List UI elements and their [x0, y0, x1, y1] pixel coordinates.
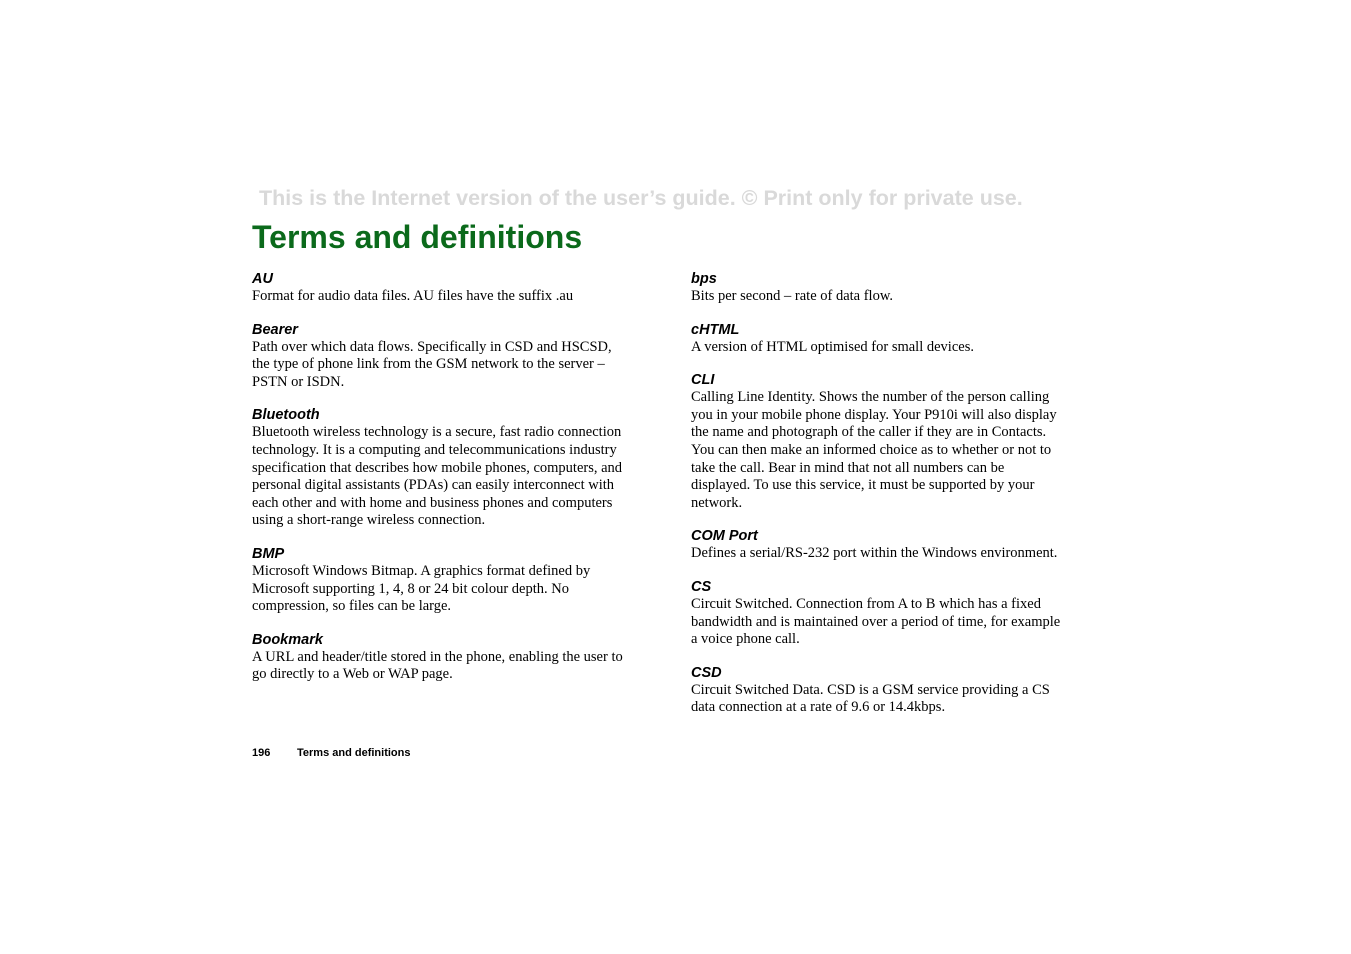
term: CSD — [691, 664, 722, 681]
definition: Circuit Switched Data. CSD is a GSM service providing a CS data connection at a rate of 9.6 or 14.4kbps. — [691, 681, 1050, 716]
left-column — [252, 270, 624, 699]
term: cHTML — [691, 321, 740, 338]
definition-entry-bookmark — [252, 631, 624, 684]
definition: Circuit Switched. Connection from A to B which has a fixed bandwidth and is maintained over a period of time, for example a voice phone call. — [691, 595, 1061, 648]
watermark-text: This is the Internet version of the user’s guide. © Print only for private use. — [259, 186, 1023, 210]
term: Bluetooth — [252, 407, 320, 424]
definition-entry-cli — [691, 371, 1063, 512]
footer-section-title: Terms and definitions — [297, 747, 411, 759]
definition: Defines a serial/RS-232 port within the Windows environment. — [691, 545, 1058, 562]
definition: Microsoft Windows Bitmap. A graphics format defined by Microsoft supporting 1, 4, 8 or 24 bit colour depth. No compression, so files can be large. — [252, 562, 591, 615]
page-footer — [252, 745, 410, 761]
term: Bookmark — [252, 631, 323, 648]
definition-entry-chtml — [691, 321, 1063, 357]
definition-entry-cs — [691, 578, 1063, 649]
page-title: Terms and definitions — [252, 219, 583, 255]
definition: A version of HTML optimised for small devices. — [691, 338, 974, 355]
term: bps — [691, 271, 717, 287]
definition-entry-bps — [691, 270, 1063, 306]
term: CLI — [691, 372, 715, 389]
term: Bearer — [252, 321, 298, 338]
definition: Calling Line Identity. Shows the number of the person calling you in your mobile phone display. Your P910i will also display the name and photograph of the caller if they are in Contacts. You can then make an informed choice as to whether or not to take the call. Bear in mind that not all numbers can be displayed. To use this service, it must be supported by your network. — [691, 389, 1057, 511]
term: BMP — [252, 545, 285, 562]
definition-entry-au — [252, 270, 624, 306]
definition-entry-csd — [691, 664, 1063, 717]
definition-entry-bluetooth — [252, 406, 624, 530]
definition-entry-bmp — [252, 545, 624, 616]
definition: Bluetooth wireless technology is a secure, fast radio connection technology. It is a computing and telecommunications industry specification that describes how mobile phones, computers, and personal digital assistants (PDAs) can easily interconnect with each other and with home and business phones and computers using a short-range wireless connection. — [252, 424, 623, 529]
right-column — [691, 270, 1063, 732]
term: COM Port — [691, 528, 758, 545]
definition-entry-com-port — [691, 527, 1063, 563]
term: CS — [691, 578, 712, 595]
definition: Bits per second – rate of data flow. — [691, 288, 893, 304]
definition-entry-bearer — [252, 321, 624, 392]
definition: A URL and header/title stored in the phone, enabling the user to go directly to a Web or WAP page. — [252, 648, 623, 683]
definition: Path over which data flows. Specifically in CSD and HSCSD, the type of phone link from the GSM network to the server – PSTN or ISDN. — [252, 338, 612, 390]
term: AU — [252, 271, 273, 287]
definition: Format for audio data files. AU files have the suffix .au — [252, 288, 574, 304]
page-number: 196 — [252, 747, 271, 759]
